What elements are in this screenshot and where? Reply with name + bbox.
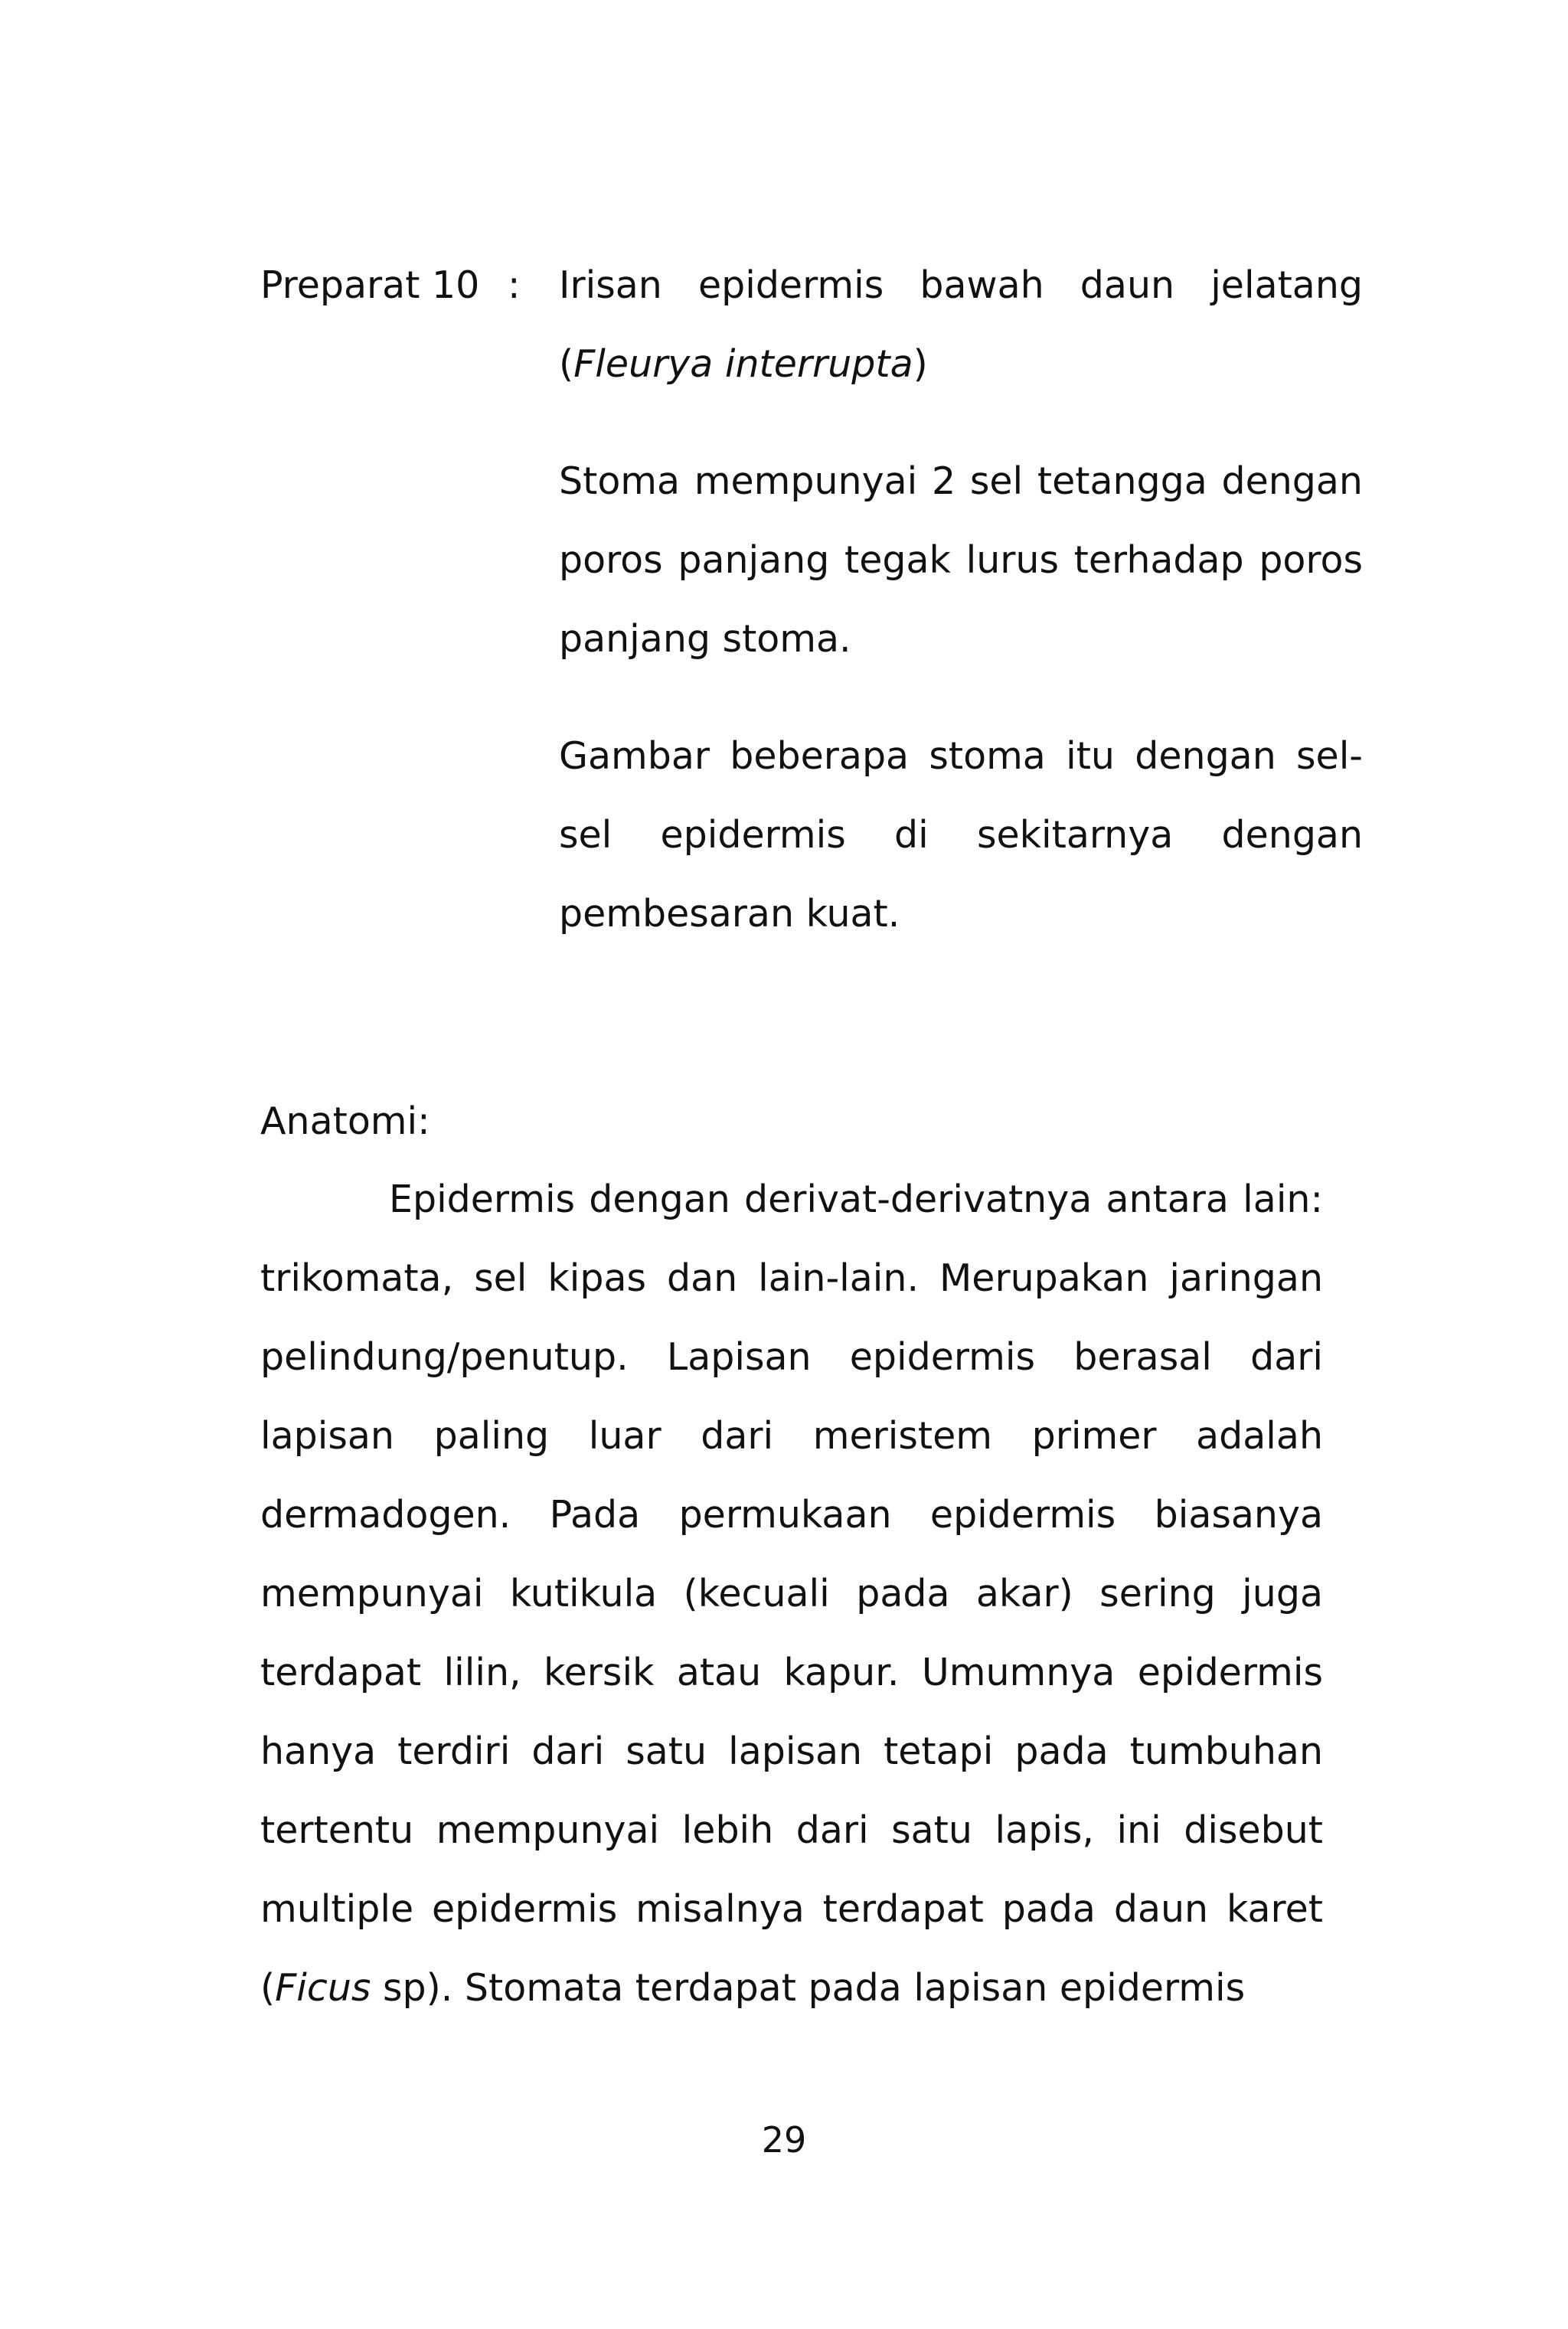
instruction-paragraph: Gambar beberapa stoma itu dengan sel-sel epidermis di sekitarnya dengan pembesaran kuat. <box>559 734 1363 936</box>
anatomi-body <box>260 1160 1323 2027</box>
preparat-title-close: ) <box>913 342 928 386</box>
anatomi-heading: Anatomi: <box>260 1099 430 1143</box>
stoma-paragraph: Stoma mempunyai 2 sel tetangga dengan poros panjang tegak lurus terhadap poros panjang stoma. <box>559 459 1363 661</box>
page-number: 29 <box>761 2119 807 2161</box>
preparat-title-text: Irisan epidermis bawah daun jelatang ( <box>559 263 1363 386</box>
ficus-genus: Ficus <box>275 1966 371 2010</box>
species-name: Fleurya interrupta <box>573 342 913 386</box>
anatomi-body-text-1: Epidermis dengan derivat-derivatnya antara lain: trikomata, sel kipas dan lain-lain. Merupakan jaringan pelindung/penutup. Lapisan epidermis berasal dari lapisan paling luar dari meristem primer adalah dermadogen. Pada permukaan epidermis biasanya mempunyai kutikula (kecuali pada akar) sering juga terdapat lilin, kersik atau kapur. Umumnya epidermis hanya terdiri dari satu lapisan tetapi pada tumbuhan tertentu mempunyai lebih dari satu lapis, ini disebut multiple epidermis misalnya terdapat pada daun karet ( <box>260 1178 1323 2010</box>
preparat-description <box>559 259 1363 953</box>
preparat-title <box>559 246 1363 403</box>
preparat-label: Preparat 10 <box>260 263 480 307</box>
anatomi-body-text-2: sp). Stomata terdapat pada lapisan epidermis <box>371 1966 1246 2010</box>
preparat-colon: : <box>508 263 521 307</box>
